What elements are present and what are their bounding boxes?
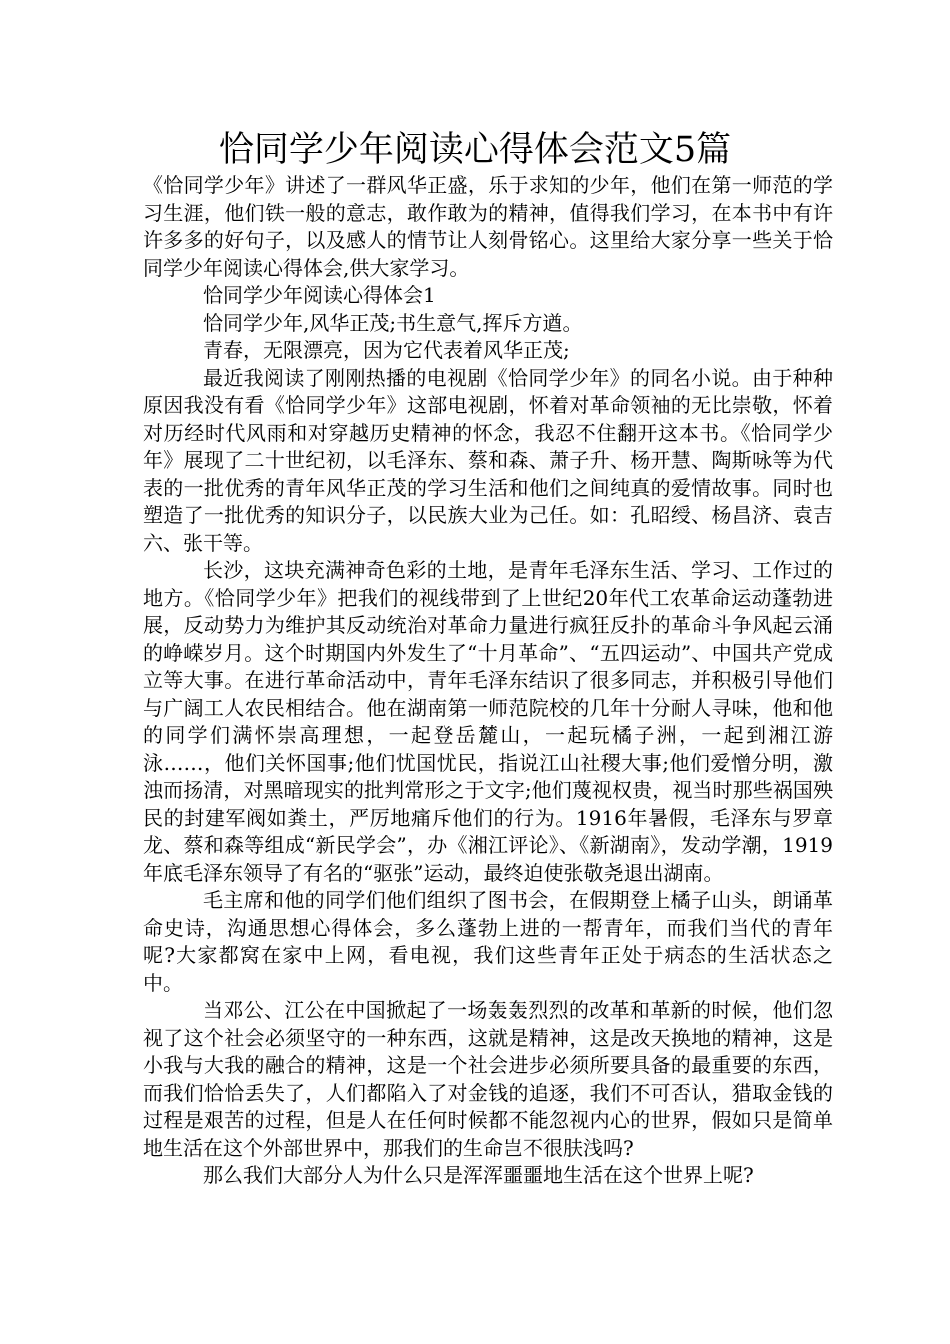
paragraph: 当邓公、江公在中国掀起了一场轰轰烈烈的改革和革新的时候，他们忽视了这个社会必须坚守的一种东西，这就是精神，这是改天换地的精神，这是小我与大我的融合的精神，这是一个社会进步必须所要具备的最重要的东西，而我们恰恰丢失了，人们都陷入了对金钱的追逐，我们不可否认，猎取金钱的过程是艰苦的过程，但是人在任何时候都不能忽视内心的世界，假如只是简单地生活在这个外部世界中，那我们的生命岂不很肤浅吗?: [143, 998, 833, 1160]
paragraph: 毛主席和他的同学们他们组织了图书会，在假期登上橘子山头，朗诵革命史诗，沟通思想心得体会，多么蓬勃上进的一帮青年，而我们当代的青年呢?大家都窝在家中上网，看电视，我们这些青年正处于病态的生活状态之中。: [143, 888, 833, 995]
paragraph: 最近我阅读了刚刚热播的电视剧《恰同学少年》的同名小说。由于种种原因我没有看《恰同学少年》这部电视剧，怀着对革命领袖的无比崇敬，怀着对历经时代风雨和对穿越历史精神的怀念，我忍不住翻开这本书。《恰同学少年》展现了二十世纪初，以毛泽东、蔡和森、萧子升、杨开慧、陶斯咏等为代表的一批优秀的青年风华正茂的学习生活和他们之间纯真的爱情故事。同时也塑造了一批优秀的知识分子，以民族大业为己任。如：孔昭绶、杨昌济、袁吉六、张干等。: [143, 365, 833, 555]
quote-line: 恰同学少年,风华正茂;书生意气,挥斥方遒。: [203, 310, 583, 335]
paragraph: 青春，无限漂亮，因为它代表着风华正茂;: [203, 338, 570, 362]
paragraph: 长沙，这块充满神奇色彩的土地，是青年毛泽东生活、学习、工作过的地方。《恰同学少年》把我们的视线带到了上世纪20年代工农革命运动蓬勃进展，反动势力为维护其反动统治对革命力量进行疯狂反扑的革命斗争风起云涌的峥嵘岁月。这个时期国内外发生了“十月革命”、“五四运动”、中国共产党成立等大事。在进行革命活动中，青年毛泽东结识了很多同志，并积极引导他们与广阔工人农民相结合。他在湖南第一师范院校的几年十分耐人寻味，他和他的同学们满怀崇高理想，一起登岳麓山，一起玩橘子洲，一起到湘江游泳……，他们关怀国事;他们忧国忧民，指说江山社稷大事;他们爱憎分明，激浊而扬清，对黑暗现实的批判常形之于文字;他们蔑视权贵，视当时那些祸国殃民的封建军阀如粪土，严厉地痛斥他们的行为。1916年暑假，毛泽东与罗章龙、蔡和森等组成“新民学会”，办《湘江评论》、《新湖南》，发动学潮，1919年底毛泽东领导了有名的“驱张”运动，最终迫使张敬尧退出湖南。: [143, 558, 833, 885]
section-heading: 恰同学少年阅读心得体会1: [203, 283, 436, 307]
intro-paragraph: 《恰同学少年》讲述了一群风华正盛，乐于求知的少年，他们在第一师范的学习生涯，他们铁一般的意志，敢作敢为的精神，值得我们学习，在本书中有许许多多的好句子，以及感人的情节让人刻骨铭心。这里给大家分享一些关于恰同学少年阅读心得体会,供大家学习。: [143, 173, 833, 280]
document-body: [143, 172, 833, 1190]
document-title: 恰同学少年阅读心得体会范文5篇: [218, 130, 732, 170]
paragraph: 那么我们大部分人为什么只是浑浑噩噩地生活在这个世界上呢?: [203, 1163, 754, 1187]
